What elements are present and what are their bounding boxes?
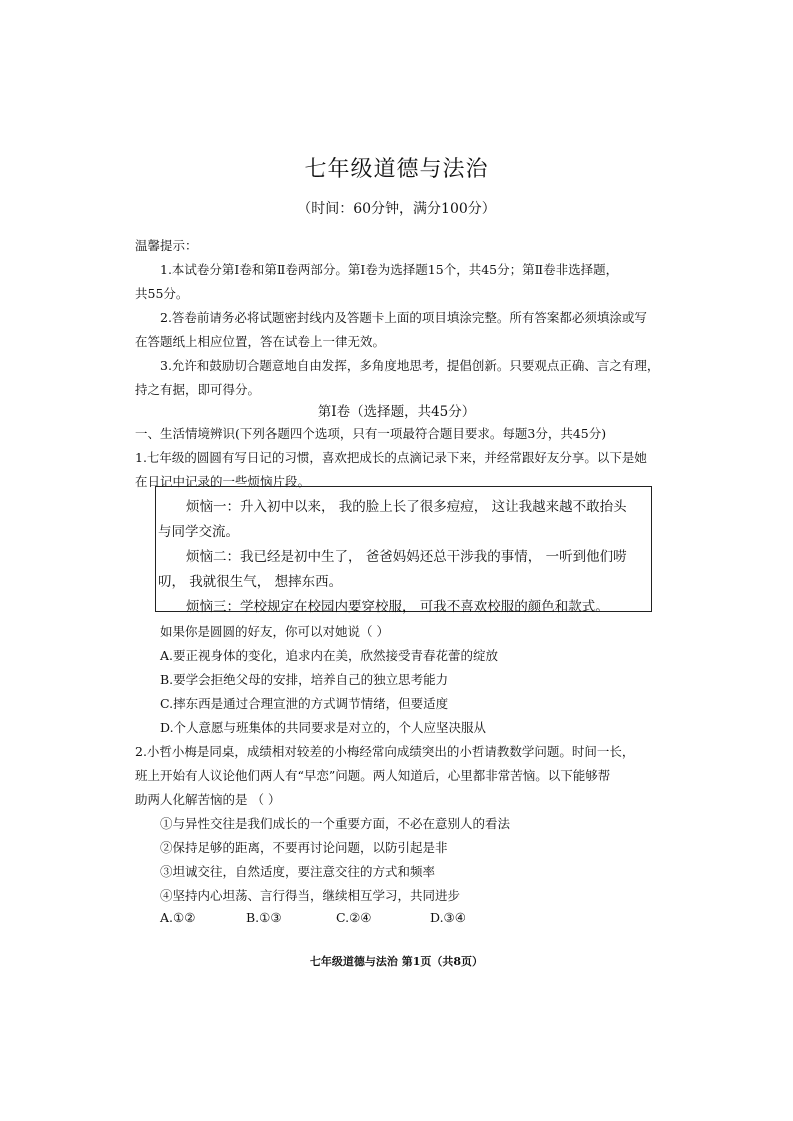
worry-2: 烦恼二：我已经是初中生了， 爸爸妈妈还总干涉我的事情， 一听到他们唠 [186,549,627,565]
notice-item-2: 2.答卷前请务必将试题密封线内及答题卡上面的项目填涂完整。所有答案都必须填涂或写 [160,310,647,325]
q2-choice-b: B.①③ [246,910,282,925]
worry-1: 烦恼一：升入初中以来， 我的脸上长了很多痘痘， 这让我越来越不敢抬头 [186,499,627,515]
q2-statement-1: ①与异性交往是我们成长的一个重要方面，不必在意别人的看法 [160,816,511,831]
worry-2-cont: 叨， 我就很生气， 想摔东西。 [158,574,343,590]
exam-subtitle: （时间：60分钟，满分100分） [297,201,496,217]
q2-stem: 2.小哲小梅是同桌，成绩相对较差的小梅经常向成绩突出的小哲请教数学问题。时间一长， [135,744,635,759]
notice-item-1-cont: 共55分。 [135,286,189,301]
worry-1-cont: 与同学交流。 [158,524,239,540]
part1-heading: 一、生活情境辨识(下列各题四个选项，只有一项最符合题目要求。每题3分，共45分) [135,426,607,441]
q1-option-b: B.要学会拒绝父母的安排，培养自己的独立思考能力 [160,672,449,687]
q1-option-a: A.要正视身体的变化，追求内在美，欣然接受青春花蕾的绽放 [160,648,499,663]
q1-stem-cont: 在日记中记录的一些烦恼片段。 [135,474,311,489]
section-title: 第Ⅰ卷（选择题，共45分） [317,404,476,420]
q2-choice-a: A.①② [160,910,196,925]
q2-statement-2: ②保持足够的距离，不要再讨论问题，以防引起是非 [160,840,448,855]
notice-item-3: 3.允许和鼓励切合题意地自由发挥，多角度地思考，提倡创新。只要观点正确、言之有理， [160,358,660,373]
q1-option-d: D.个人意愿与班集体的共同要求是对立的，个人应坚决服从 [160,720,487,735]
q2-stem-cont: 班上开始有人议论他们两人有“早恋”问题。两人知道后，心里都非常苦恼。以下能够帮 [135,768,611,783]
page-footer: 七年级道德与法治 第1页（共8页） [309,955,484,968]
q2-stem-end: 助两人化解苦恼的是 （ ） [135,792,281,807]
q2-statement-3: ③坦诚交往，自然适度，要注意交往的方式和频率 [160,864,436,879]
notice-item-1: 1.本试卷分第Ⅰ卷和第Ⅱ卷两部分。第Ⅰ卷为选择题15个，共45分；第Ⅱ卷非选择题， [160,262,619,277]
q2-choice-c: C.②④ [336,910,372,925]
q1-stem: 1.七年级的圆圆有写日记的习惯，喜欢把成长的点滴记录下来，并经常跟好友分享。以下是她 [135,450,647,465]
q2-statement-4: ④坚持内心坦荡、言行得当，继续相互学习，共同进步 [160,888,461,903]
exam-title: 七年级道德与法治 [304,157,489,182]
notice-item-2-cont: 在答题纸上相应位置，答在试卷上一律无效。 [135,334,386,349]
notice-item-3-cont: 持之有据，即可得分。 [135,382,261,397]
q1-option-c: C.摔东西是通过合理宣泄的方式调节情绪，但要适度 [160,696,449,711]
q1-prompt: 如果你是圆圆的好友，你可以对她说（ ） [160,624,389,639]
worry-3: 烦恼三：学校规定在校园内要穿校服， 可我不喜欢校服的颜色和款式。 [186,599,609,615]
q2-choice-d: D.③④ [430,910,466,925]
notice-heading: 温馨提示： [135,238,198,253]
